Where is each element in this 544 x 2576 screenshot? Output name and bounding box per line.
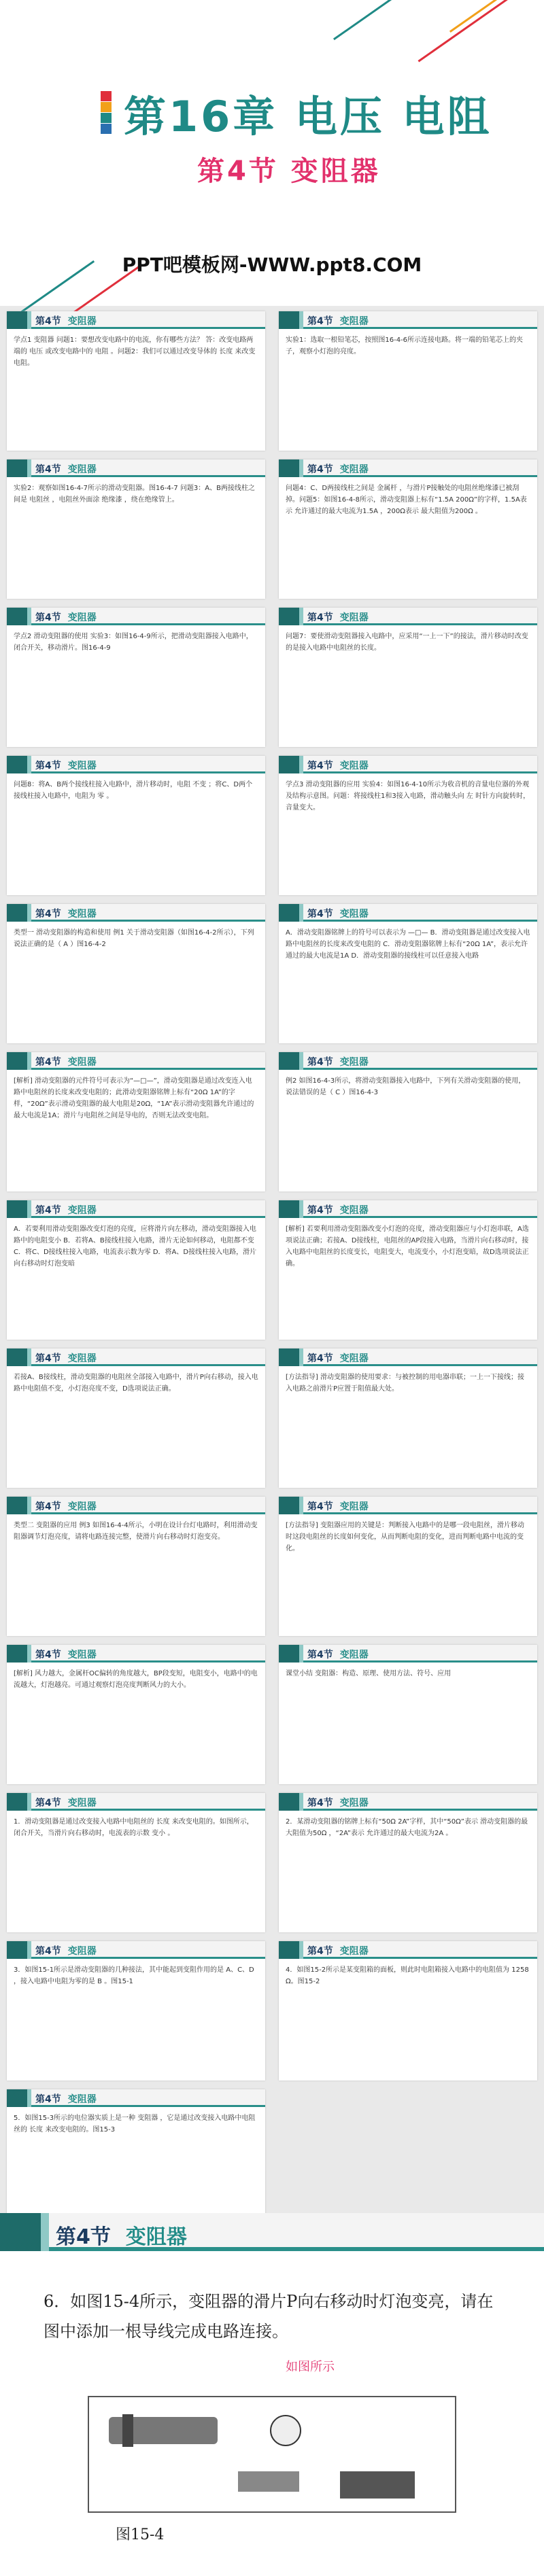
slide-header	[7, 756, 265, 773]
watermark: PPT吧模板网-WWW.ppt8.COM	[122, 254, 422, 276]
slide-header	[279, 1793, 537, 1811]
section-name: 变阻器	[67, 909, 97, 920]
section-number: 第4节	[35, 1353, 61, 1364]
slide-card	[279, 756, 537, 895]
slide-card	[279, 1645, 537, 1784]
slide-card	[7, 1497, 265, 1636]
section-name: 变阻器	[339, 1501, 369, 1512]
slide-header	[7, 311, 265, 329]
section-name: 变阻器	[339, 909, 369, 920]
section-number: 第4节	[35, 2094, 61, 2105]
slide-card	[279, 608, 537, 747]
slide-card	[279, 1052, 537, 1191]
slide-text: 学点3 滑动变阻器的应用 实验4：如图16-4-10所示为收音机的音量电位器的外观及结构示意图。问题：将接线柱1和3接入电路，滑动触头向 左 时针方向旋转时，音量变大。	[286, 781, 530, 812]
slide-header	[7, 459, 265, 477]
slide-card	[7, 756, 265, 895]
section-number: 第4节	[35, 612, 61, 623]
slide-card	[279, 459, 537, 599]
section-name: 变阻器	[67, 1650, 97, 1660]
slide-text: [解析] 滑动变阻器的元件符号可表示为“—□—”，滑动变阻器是通过改变连入电路中电阻丝的长度来改变电阻的；此滑动变阻器铭牌上标有“20Ω 1A”的字样，“20Ω”表示滑动变阻器的最大电阻是20Ω，“1A”表示滑动变阻器允许通过的最大电流是1A；滑片与电阻丝之间是导电的，否则无法改变电阻。	[14, 1077, 254, 1119]
section-number: 第4节	[35, 1946, 61, 1957]
slide-header	[279, 904, 537, 922]
rheostat-slider	[122, 2414, 133, 2447]
slide-header	[7, 1348, 265, 1366]
slide-header	[7, 608, 265, 625]
slide-header	[7, 1645, 265, 1663]
slide-text: [方法指导] 滑动变阻器的使用要求：与被控制的用电器串联；一上一下接线；接入电路之前滑片P应置于阻值最大处。	[286, 1374, 524, 1393]
section-number: 第4节	[307, 1205, 333, 1216]
section-name: 变阻器	[67, 1798, 97, 1809]
slide-text: 问题7：要使滑动变阻器接入电路中，应采用“一上一下”的接法，滑片移动时改变的是接入电路中电阻丝的长度。	[286, 633, 528, 652]
section-number: 第4节	[35, 1650, 61, 1660]
section-name: 变阻器	[339, 1205, 369, 1216]
section-name: 变阻器	[339, 612, 369, 623]
question-text: 6．如图15-4所示，变阻器的滑片P向右移动时灯泡变亮，请在图中添加一根导线完成电路连接。	[44, 2292, 494, 2341]
section-name: 变阻器	[67, 1946, 97, 1957]
slide-card	[279, 1793, 537, 1932]
section-name: 变阻器	[67, 1501, 97, 1512]
section-name: 变阻器	[67, 316, 97, 327]
slide-card	[279, 904, 537, 1043]
section-number: 第4节	[307, 909, 333, 920]
slide-card	[279, 311, 537, 451]
slide-text: [解析] 若要利用滑动变阻器改变小灯泡的亮度，滑动变阻器应与小灯泡串联，A选项说法正确；若接A、D接线柱，电阻丝的AP段接入电路，当滑片向右移动时，接入电路中电阻丝的长度变长，电阻变大，电流变小，小灯泡变暗，故D选项说法正确。	[286, 1225, 529, 1268]
section-number: 第4节	[35, 316, 61, 327]
slide-text: A．若要利用滑动变阻器改变灯泡的亮度，应将滑片向左移动，滑动变阻器接入电路中的电阻变小 B．若将A、B接线柱接入电路，滑片无论如何移动，电阻都不变 C．将C、D接线柱接入电路，电流表示数为零 D．将A、D接线柱接入电路，滑片向右移动时灯泡变暗	[14, 1225, 257, 1268]
lamp	[271, 2416, 301, 2446]
section-name: 变阻器	[125, 2225, 187, 2249]
slide-card	[7, 459, 265, 599]
slide-text: [解析] 风力越大，金属杆OC偏转的角度越大，BP段变短，电阻变小，电路中的电流越大，灯泡越亮。可通过观察灯泡亮度判断风力的大小。	[14, 1670, 258, 1689]
slide-text: 问题8：将A、B两个接线柱接入电路中，滑片移动时，电阻 不变 ；将C、D两个接线柱接入电路中，电阻为 零 。	[14, 781, 253, 800]
slide-card	[7, 1941, 265, 2081]
slide-header	[7, 2089, 265, 2107]
slide-header	[279, 608, 537, 625]
slide-header	[7, 1793, 265, 1811]
slide-text: 学点1 变阻器 问题1：要想改变电路中的电流，你有哪些方法？ 答：改变电路两端的 电压 或改变电路中的 电阻 。问题2：我们可以通过改变导体的 长度 来改变电阻。	[14, 336, 256, 367]
section-number: 第4节	[307, 612, 333, 623]
section-title: 第4节 变阻器	[197, 156, 381, 187]
section-number: 第4节	[307, 1501, 333, 1512]
section-name: 变阻器	[67, 464, 97, 475]
slide-header	[7, 904, 265, 922]
slide-card	[7, 1200, 265, 1340]
slide-text: 实验2：观察如图16-4-7所示的滑动变阻器。图16-4-7 问题3：A、B两接线柱之间是 电阻丝 ，电阻丝外面涂 绝缘漆 ，绕在绝缘管上。	[14, 485, 255, 504]
slide-text: A．滑动变阻器铭牌上的符号可以表示为 —□— B．滑动变阻器是通过改变接入电路中电阻丝的长度来改变电阻的 C．滑动变阻器铭牌上标有“20Ω 1A”，表示允许通过的最大电流是1A D．滑动变阻器的接线柱可以任意接入电路	[286, 929, 530, 960]
slide-text: 5．如图15-3所示的电位器实质上是一种 变阻器 ，它是通过改变接入电路中电阻丝的 长度 来改变电阻的。图15-3	[14, 2114, 256, 2134]
slide-header	[279, 1052, 537, 1070]
section-number: 第4节	[35, 1798, 61, 1809]
decor-line	[333, 0, 401, 40]
color-bars	[101, 91, 112, 133]
section-number: 第4节	[307, 464, 333, 475]
slide-card	[7, 1348, 265, 1488]
decor-line	[449, 0, 523, 33]
figure-caption: 图15-4	[116, 2526, 165, 2543]
slide-card	[7, 1793, 265, 1932]
slide-text: 2．某滑动变阻器的铭牌上标有“50Ω 2A”字样，其中“50Ω”表示 滑动变阻器的最大阻值为50Ω ，“2A”表示 允许通过的最大电流为2A 。	[286, 1818, 528, 1837]
final-slide	[0, 2213, 544, 2576]
slide-header	[279, 1645, 537, 1663]
slide-card	[7, 1645, 265, 1784]
section-number: 第4节	[35, 1057, 61, 1068]
section-number: 第4节	[307, 1798, 333, 1809]
slide-header	[279, 311, 537, 329]
slide-text: 3．如图15-1所示是滑动变阻器的几种接法，其中能起到变阻作用的是 A、C、D ，接入电路中电阻为零的是 B 。图15-1	[14, 1966, 254, 1985]
section-number: 第4节	[307, 1650, 333, 1660]
slide-text: 1．滑动变阻器是通过改变接入电路中电阻丝的 长度 来改变电阻的。如图所示，闭合开关，当滑片向右移动时，电流表的示数 变小 。	[14, 1818, 254, 1837]
section-name: 变阻器	[67, 1205, 97, 1216]
section-number: 第4节	[307, 761, 333, 771]
chapter-title: 第16章 电压 电阻	[124, 92, 492, 141]
slide-text: 实验1：选取一根铅笔芯，按照图16-4-6所示连接电路。将一端的铅笔芯上的夹子，观察小灯泡的亮度。	[286, 336, 524, 355]
section-name: 变阻器	[339, 464, 369, 475]
slide-card	[7, 1052, 265, 1191]
section-number: 第4节	[35, 1205, 61, 1216]
section-number: 第4节	[307, 316, 333, 327]
section-number: 第4节	[307, 1353, 333, 1364]
section-number: 第4节	[307, 1057, 333, 1068]
slide-card	[279, 1200, 537, 1340]
slide-header	[7, 1497, 265, 1514]
slide-text: 类型二 变阻器的应用 例3 如图16-4-4所示，小明在设计台灯电路时，利用滑动变阻器调节灯泡亮度，请将电路连接完整，使滑片向右移动时灯泡变亮。	[14, 1522, 258, 1541]
slide-card	[7, 904, 265, 1043]
slide-text: 4．如图15-2所示是某变阻箱的面板，则此时电阻箱接入电路中的电阻值为 1258 Ω。图15-2	[286, 1966, 529, 1985]
section-name: 变阻器	[339, 1650, 369, 1660]
slide-header	[7, 1052, 265, 1070]
slide-header	[7, 1200, 265, 1218]
section-name: 变阻器	[339, 761, 369, 771]
slide-text: 类型一 滑动变阻器的构造和使用 例1 关于滑动变阻器（如图16-4-2所示），下列说法正确的是（ A ）图16-4-2	[14, 929, 254, 948]
answer-note: 如图所示	[286, 2360, 335, 2374]
switch	[238, 2471, 299, 2492]
slide-text: 若接A、B接线柱，滑动变阻器的电阻丝全部接入电路中，滑片P向右移动，接入电路中电阻值不变，小灯泡亮度不变，D选项说法正确。	[14, 1374, 258, 1393]
slide-text: 问题4：C、D两接线柱之间是 金属杆 ，与滑片P接触处的电阻丝绝缘漆已被刮掉。问题5：如图16-4-8所示，滑动变阻器上标有“1.5A 200Ω”的字样，1.5A表示 允许通过的最大电流为1.5A ，200Ω表示 最大阻值为200Ω 。	[286, 485, 527, 515]
circuit-figure	[82, 2376, 462, 2519]
section-name: 变阻器	[67, 1057, 97, 1068]
slide-card	[7, 608, 265, 747]
section-name: 变阻器	[339, 1353, 369, 1364]
slide-text: 学点2 滑动变阻器的使用 实验3：如图16-4-9所示，把滑动变阻器接入电路中，闭合开关，移动滑片。图16-4-9	[14, 633, 253, 652]
slide-header	[279, 1941, 537, 1959]
section-number: 第4节	[35, 761, 61, 771]
slide-header	[7, 1941, 265, 1959]
section-number: 第4节	[35, 464, 61, 475]
battery	[340, 2471, 415, 2499]
section-name: 变阻器	[339, 1798, 369, 1809]
section-number: 第4节	[307, 1946, 333, 1957]
section-number: 第4节	[35, 909, 61, 920]
title-slide	[0, 0, 544, 306]
slide-header	[279, 1200, 537, 1218]
section-name: 变阻器	[339, 1057, 369, 1068]
section-name: 变阻器	[67, 612, 97, 623]
section-name: 变阻器	[67, 1353, 97, 1364]
slide-card	[279, 1497, 537, 1636]
section-name: 变阻器	[67, 761, 97, 771]
slide-header	[279, 1497, 537, 1514]
slide-card	[7, 311, 265, 451]
slide-card	[279, 1348, 537, 1488]
slide-text: 课堂小结 变阻器：构造、原理、使用方法、符号、应用	[286, 1670, 452, 1677]
slide-text: 例2 如图16-4-3所示，将滑动变阻器接入电路中，下列有关滑动变阻器的使用，说法错误的是（ C ）图16-4-3	[286, 1077, 526, 1096]
section-name: 变阻器	[339, 1946, 369, 1957]
slide-header	[279, 459, 537, 477]
slide-card	[279, 1941, 537, 2081]
slide-header	[0, 2213, 544, 2251]
section-number: 第4节	[35, 1501, 61, 1512]
decor-line	[418, 0, 514, 62]
slide-text: [方法指导] 变阻器应用的关键是：判断接入电路中的是哪一段电阻丝，滑片移动时这段电阻丝的长度如何变化，从而判断电阻的变化，进而判断电路中电流的变化。	[286, 1522, 524, 1552]
section-name: 变阻器	[67, 2094, 97, 2105]
slide-header	[279, 1348, 537, 1366]
section-number: 第4节	[56, 2225, 111, 2249]
section-name: 变阻器	[339, 316, 369, 327]
slide-header	[279, 756, 537, 773]
slide-card	[7, 2089, 265, 2229]
